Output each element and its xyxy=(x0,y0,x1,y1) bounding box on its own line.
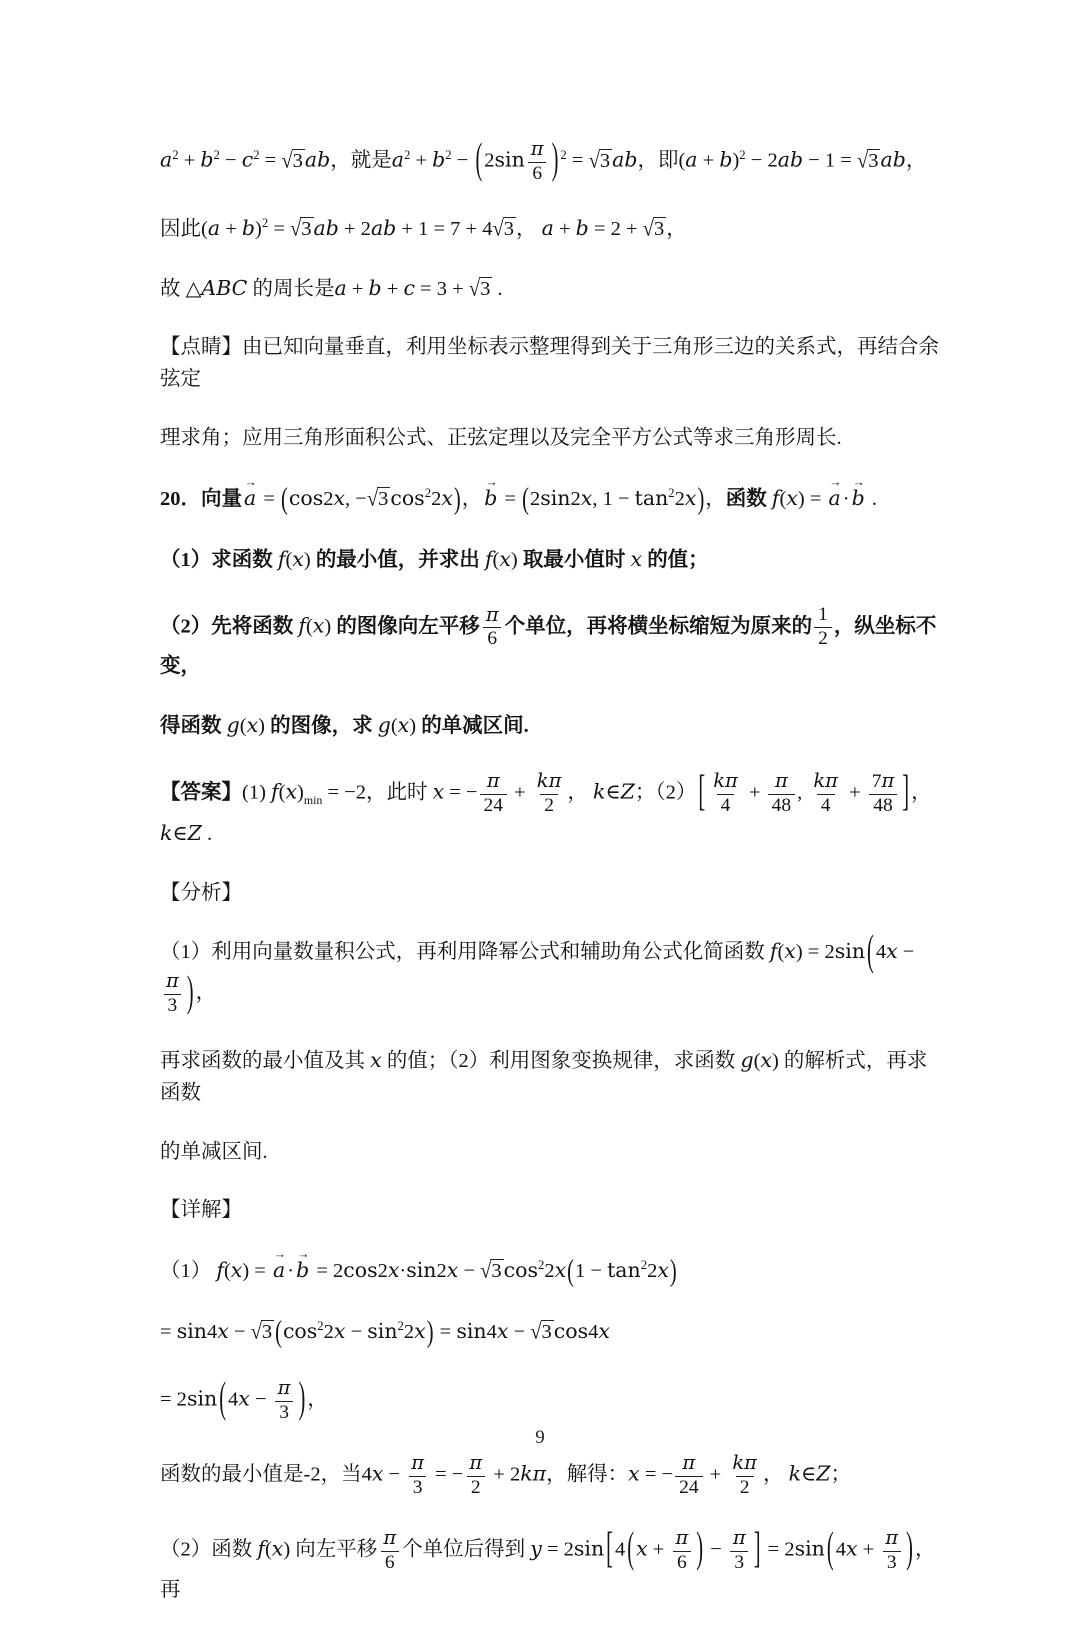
fraction: $\frac{7\pi}{48}$ xyxy=(868,770,899,818)
fraction: $\frac{k\pi}{2}$ xyxy=(732,1450,757,1498)
text-line-8: （2）先将函数 f(x) 的图像向左平移 $\frac{\pi}{6}$ 个单位，再将横坐标缩短为原来的 $\frac{1}{2}$ ，纵坐标不变， xyxy=(160,602,937,678)
fraction: $\frac{\pi}{24}$ xyxy=(675,1452,702,1500)
fraction: $\frac{k\pi}{4}$ xyxy=(813,768,838,816)
fraction: $\frac{\pi}{48}$ xyxy=(768,770,795,818)
fraction: $\frac{\pi}{24}$ xyxy=(480,770,507,818)
text-line-14: 的单减区间. xyxy=(160,1140,268,1163)
text-line-20: （2）函数 f(x) 向左平移 $\frac{\pi}{6}$ 个单位后得到 y = 2sin[4(x + $\frac{\pi}{6}$ ) − $\frac{\pi}{3}$ ] = 2sin(4x + $\frac{\pi}{3}$ )，再 xyxy=(160,1525,936,1601)
square-root: √3 xyxy=(290,216,312,241)
text-line-5: 理求角；应用三角形面积公式、正弦定理以及完全平方公式等求三角形周长. xyxy=(160,427,842,449)
square-root: √3 xyxy=(530,1320,552,1344)
fraction: $\frac{\pi}{2}$ xyxy=(465,1452,486,1500)
text-line-10: 【答案】(1) $f(x)_{min} = -2$，此时 x = − $\frac{\pi}{24}$ + $\frac{k\pi}{2}$ ， k∈Z；（2）[ $\frac{k\pi}{4}$ + $\frac{\pi}{48}$ , $\frac{k\pi}{4}$ + $\frac{7\pi}{48}$ ]， k∈Z . xyxy=(160,768,932,845)
fraction: $\frac{1}{2}$ xyxy=(814,604,832,651)
text-line-13: 再求函数的最小值及其 x 的值；（2）利用图象变换规律，求函数 g(x) 的解析式，再求函数 xyxy=(160,1047,928,1104)
text-line-4: 【点睛】由已知向量垂直，利用坐标表示整理得到关于三角形三边的关系式，再结合余弦定 xyxy=(160,336,939,391)
solution-text-block xyxy=(160,138,940,1634)
vector-symbol: → b xyxy=(484,474,498,510)
fraction: $\frac{\pi}{6}$ xyxy=(379,1527,400,1575)
text-line-2: 因此$(a + b)^2 = √3ab + 2ab + 1 = 7 + 4√3$， a + b = 2 + √3， xyxy=(160,215,687,241)
page-number: 9 xyxy=(535,1427,545,1448)
fraction: $\frac{\pi}{6}$ xyxy=(671,1527,692,1575)
fraction: $\frac{k\pi}{2}$ xyxy=(536,768,562,816)
square-root: √3 xyxy=(588,148,611,173)
fraction: $\frac{\pi}{6}$ xyxy=(482,604,503,652)
square-root: √3 xyxy=(468,276,491,301)
text-line-15: 【详解】 xyxy=(160,1199,242,1222)
text-line-1: $a^2 + b^2 - c^2 = √3ab$，就是$a^2 + b^2 - (2\sin$ $\frac{\pi}{6}$ ) $^2$ = √3ab，即$(a + b)^2 - 2ab - 1 = √3ab$， xyxy=(160,137,927,184)
text-line-18: = 2sin(4x − $\frac{\pi}{3}$ )， xyxy=(160,1376,328,1423)
square-root: √3 xyxy=(642,216,665,241)
text-line-11: 【分析】 xyxy=(160,881,242,904)
vector-symbol: → b xyxy=(851,474,865,510)
square-root: √3 xyxy=(492,216,514,241)
text-line-7: （1）求函数 f(x) 的最小值，并求出 f(x) 取最小值时 x 的值； xyxy=(160,546,709,571)
text-line-6: 20．向量 → a = (cos2x, $-√3\cos^22x$)， → b = (2sin2x, $1 - \tan^22x$)，函数 f(x) = → a· → b . xyxy=(160,474,877,517)
vector-symbol: → a xyxy=(828,474,842,510)
text-line-19: 函数的最小值是-2，当4x − $\frac{\pi}{3}$ = − $\frac{\pi}{2}$ + 2kπ，解得：x = − $\frac{\pi}{24}$ + $\frac{k\pi}{2}$ ， k∈Z； xyxy=(160,1450,851,1498)
fraction: $\frac{k\pi}{4}$ xyxy=(713,768,738,816)
text-line-3: 故 △ABC 的周长是a + b + c = 3 + √3 . xyxy=(160,275,503,301)
square-root: √3 xyxy=(250,1320,273,1344)
square-root: √3 xyxy=(856,148,879,173)
vector-symbol: → a xyxy=(273,1247,286,1283)
fraction: $\frac{\pi}{6}$ xyxy=(527,138,548,186)
fraction: $\frac{\pi}{3}$ xyxy=(729,1527,750,1575)
vector-symbol: → a xyxy=(244,474,257,510)
fraction: $\frac{\pi}{3}$ xyxy=(162,970,183,1018)
fraction: $\frac{\pi}{3}$ xyxy=(881,1527,902,1575)
square-root: √3 xyxy=(281,148,303,173)
fraction: $\frac{\pi}{3}$ xyxy=(274,1377,295,1425)
text-line-9: 得函数 g(x) 的图像，求 g(x) 的单减区间. xyxy=(160,713,529,738)
square-root: √3 xyxy=(480,1259,502,1283)
text-line-12: （1）利用向量数量积公式，再利用降幂公式和辅助角公式化简函数 f(x) = 2sin(4x − $\frac{\pi}{3}$ )， xyxy=(160,929,915,1016)
vector-symbol: → b xyxy=(296,1247,310,1283)
fraction: $\frac{\pi}{3}$ xyxy=(407,1452,428,1500)
square-root: √3 xyxy=(366,486,389,511)
text-line-16: （1） f(x) = → a· → $b = 2\cos 2x\cdot\sin 2x - √3\cos^22x(1 - \tan^22x)$ xyxy=(160,1247,677,1289)
text-line-17: = sin4x − √3 $(\cos^22x - \sin^22x) = \sin 4x - √3\cos 4x$ xyxy=(160,1316,610,1350)
